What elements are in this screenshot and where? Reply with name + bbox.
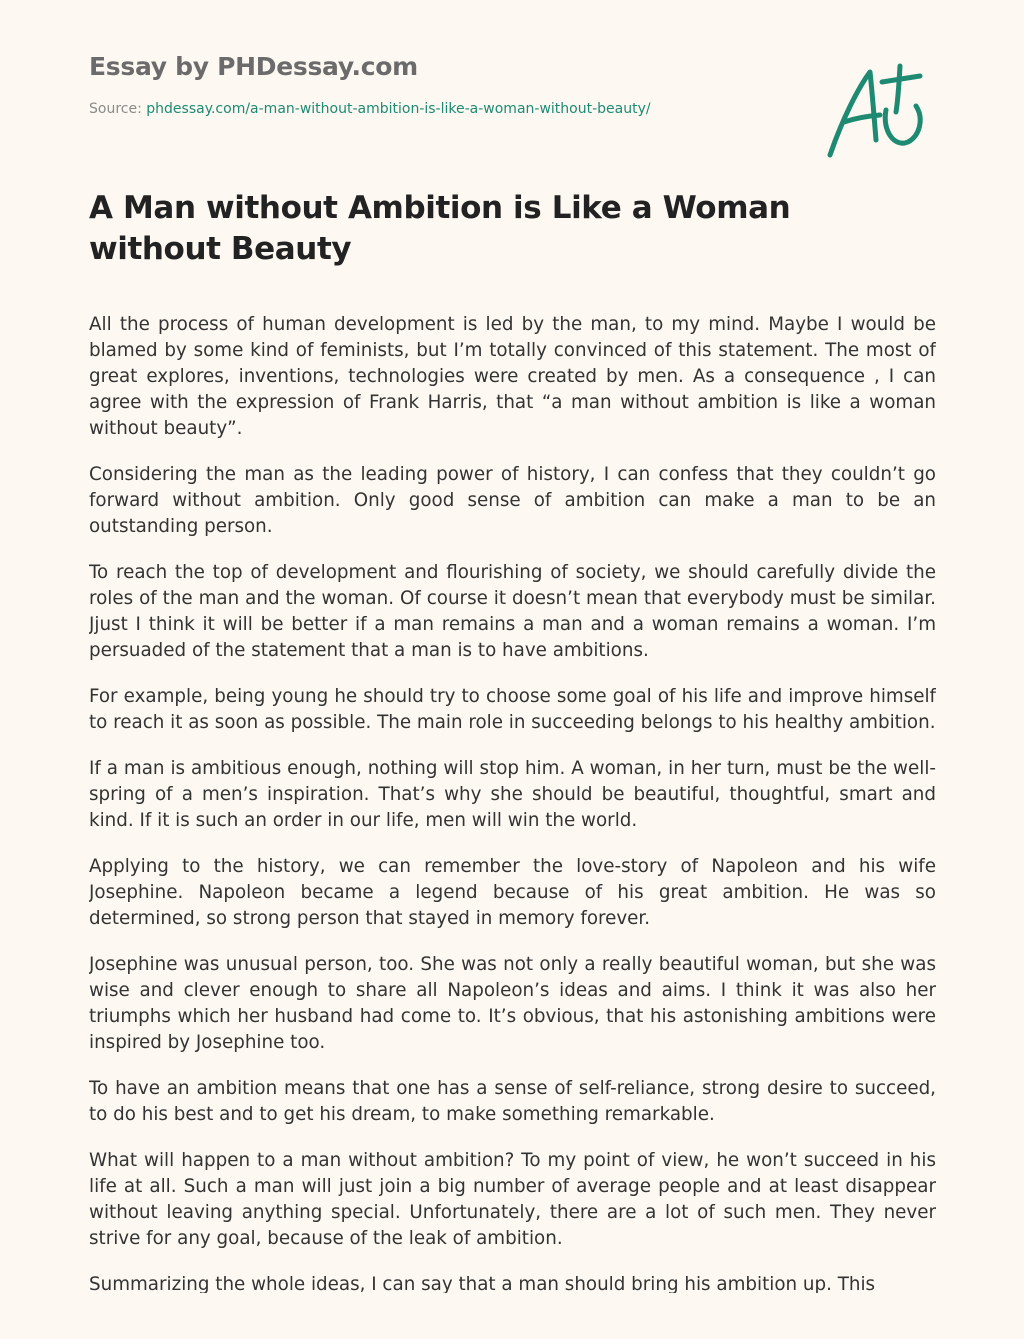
site-brand[interactable]: Essay by PHDessay.com	[89, 52, 418, 81]
page-header	[89, 52, 789, 117]
paragraph: Summarizing the whole ideas, I can say that a man should bring his ambition up. This	[89, 1274, 876, 1293]
essay-title: A Man without Ambition is Like a Woman without Beauty	[89, 190, 791, 267]
paragraph: Applying to the history, we can remember the love-story of Napoleon and his wife Josephine. Napoleon became a legend because of his great ambition. He was so determined, so strong person that stayed in memory forever.	[89, 856, 936, 929]
paragraph: Josephine was unusual person, too. She was not only a really beautiful woman, but she was wise and clever enough to share all Napoleon’s ideas and aims. I think it was also her triumphs which her husband had come to. It’s obvious, that his astonishing ambitions were inspired by Josephine too.	[89, 954, 936, 1053]
paragraph: What will happen to a man without ambition? To my point of view, he won’t succeed in his life at all. Such a man will just join a big number of average people and at least disappear without leaving anything special. Unfortunately, there are a lot of such men. They never strive for any goal, because of the leak of ambition.	[89, 1150, 936, 1249]
source-line	[89, 101, 789, 117]
paragraph: For example, being young he should try to choose some goal of his life and improve himself to reach it as soon as possible. The main role in succeeding belongs to his healthy ambition.	[89, 686, 936, 733]
essay-body	[89, 312, 936, 1293]
paragraph: Considering the man as the leading power of history, I can confess that they couldn’t go forward without ambition. Only good sense of ambition can make a man to be an outstanding person.	[89, 464, 936, 537]
paragraph: All the process of human development is led by the man, to my mind. Maybe I would be blamed by some kind of feminists, but I’m totally convinced of this statement. The most of great explores, inventions, technologies were created by men. As a consequence , I can agree with the expression of Frank Harris, that “a man without ambition is like a woman without beauty”.	[89, 314, 936, 439]
paragraph: To reach the top of development and flourishing of society, we should carefully divide the roles of the man and the woman. Of course it doesn’t mean that everybody must be similar. Jjust I think it will be better if a man remains a man and a woman remains a woman. I’m persuaded of the statement that a man is to have ambitions.	[89, 562, 936, 661]
source-link[interactable]: phdessay.com/a-man-without-ambition-is-like-a-woman-without-beauty/	[146, 101, 651, 117]
paragraph: If a man is ambitious enough, nothing will stop him. A woman, in her turn, must be the well-spring of a men’s inspiration. That’s why she should be beautiful, thoughtful, smart and kind. If it is such an order in our life, men will win the world.	[89, 758, 936, 831]
a-plus-grade-icon	[820, 60, 930, 165]
paragraph: To have an ambition means that one has a sense of self-reliance, strong desire to succeed, to do his best and to get his dream, to make something remarkable.	[89, 1078, 936, 1125]
source-label: Source:	[89, 101, 147, 117]
